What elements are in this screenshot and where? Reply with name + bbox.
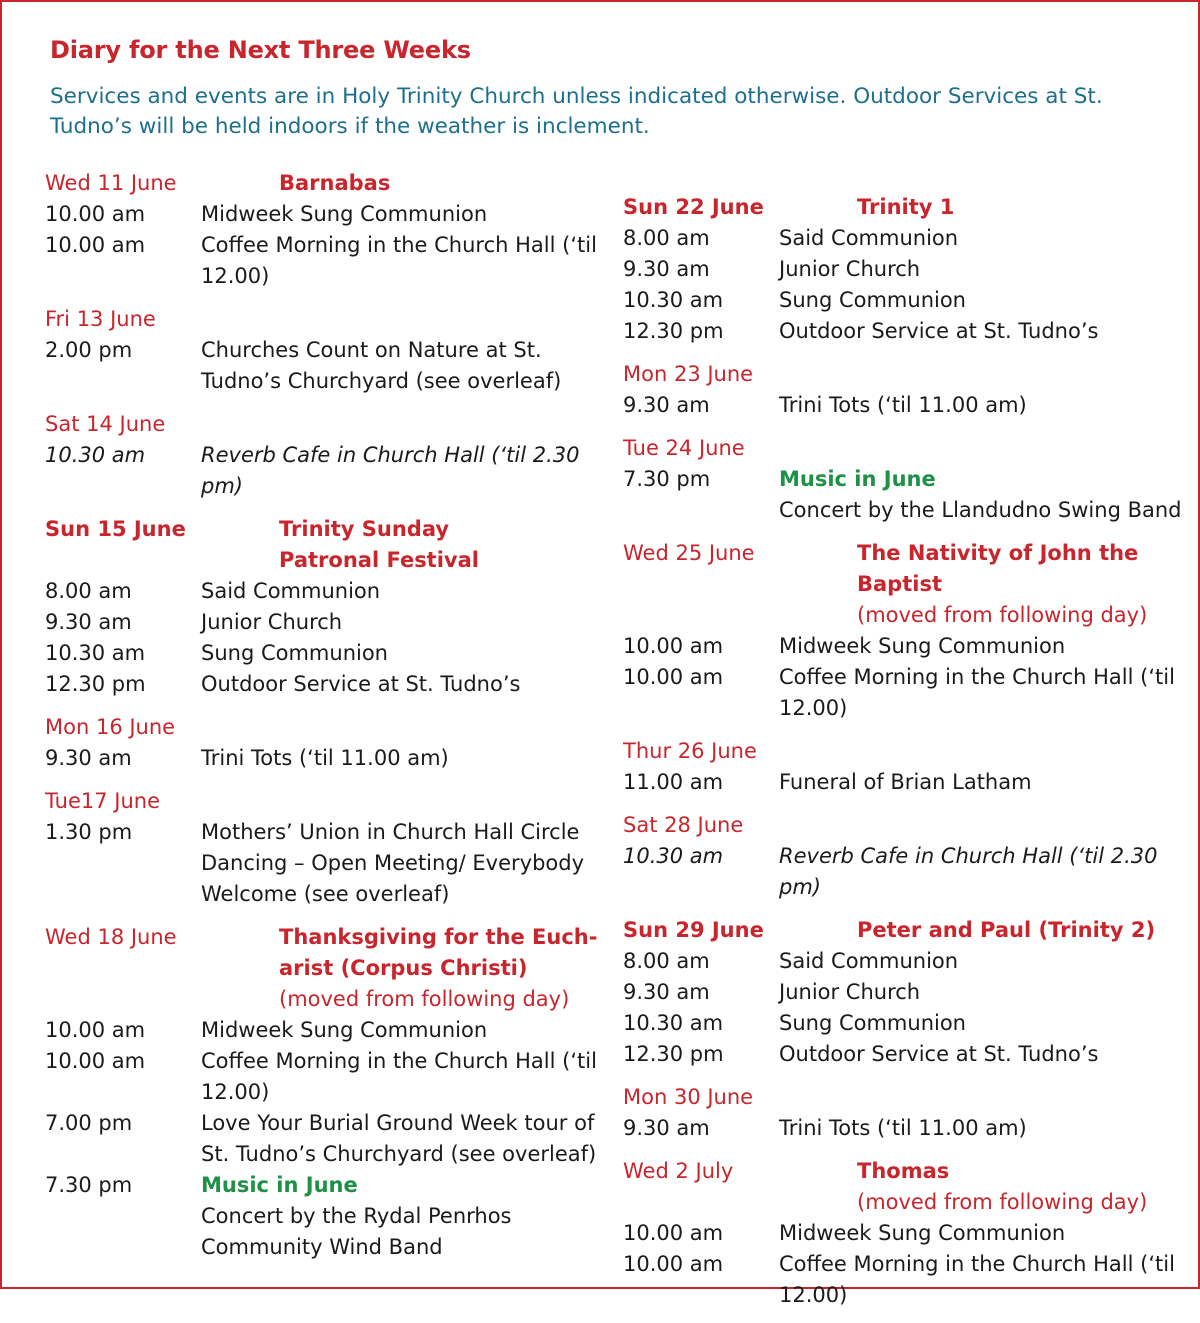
event-row [45,669,605,700]
feast-block [201,304,605,335]
day-header [623,915,1188,946]
event-description [779,285,1188,316]
event-row [623,223,1188,254]
event-row [623,254,1188,285]
event-description [201,669,605,700]
day-header [45,168,605,199]
event-row [45,440,605,502]
day-date: Fri 13 June [45,307,156,331]
event-text: Midweek Sung Communion [201,202,488,226]
event-description [779,1218,1188,1249]
day-header [623,538,1188,631]
music-heading: Music in June [779,467,936,491]
event-text: Sung Communion [201,641,388,665]
event-time: 8.00 am [623,226,710,250]
event-description [201,335,605,397]
event-text: Coffee Morning in the Church Hall (‘til 12.00) [201,1049,597,1104]
day-date: Sat 14 June [45,412,166,436]
event-time: 10.30 am [623,1011,724,1035]
event-text: Trini Tots (‘til 11.00 am) [779,1116,1027,1140]
day-date: Mon 30 June [623,1085,754,1109]
event-row [45,743,605,774]
event-text: Said Communion [201,579,381,603]
event-time: 10.00 am [45,1018,146,1042]
event-row [623,390,1188,421]
day-header [623,433,1188,464]
day-date: Thur 26 June [623,739,757,763]
event-time: 10.00 am [623,1221,724,1245]
event-row [45,817,605,910]
event-time: 10.00 am [623,1252,724,1276]
event-time: 12.30 pm [623,319,724,343]
feast-note: (moved from following day) [279,987,570,1011]
event-description [201,817,605,910]
event-text: Coffee Morning in the Church Hall (‘til 12.00) [779,1252,1175,1307]
day-header [623,192,1188,223]
feast-name: Thomas [857,1159,950,1183]
day-block [623,192,1188,347]
feast-block [201,786,605,817]
event-description [201,1108,605,1170]
event-description [779,1008,1188,1039]
feast-name: Patronal Festival [279,548,479,572]
feast-name: Peter and Paul (Trinity 2) [857,918,1156,942]
event-row [623,464,1188,526]
day-block [45,786,605,910]
feast-block [779,736,1188,767]
event-text: Junior Church [779,980,921,1004]
event-time: 10.00 am [45,233,146,257]
event-row [45,1170,605,1263]
day-date: Sun 22 June [623,195,764,219]
day-date: Mon 16 June [45,715,176,739]
event-description [779,841,1188,903]
event-text: Outdoor Service at St. Tudno’s [779,319,1099,343]
event-text: Trini Tots (‘til 11.00 am) [201,746,449,770]
day-block [623,915,1188,1070]
event-text: Said Communion [779,226,959,250]
feast-name: Trinity 1 [857,195,955,219]
event-row [623,946,1188,977]
event-time: 9.30 am [623,257,710,281]
day-date: Wed 2 July [623,1159,734,1183]
event-row [45,607,605,638]
event-text: Reverb Cafe in Church Hall (‘til 2.30 pm) [779,844,1158,899]
day-block [623,736,1188,798]
feast-name: Thanksgiving for the Euch- [279,925,598,949]
event-time: 12.30 pm [623,1042,724,1066]
event-row [623,1039,1188,1070]
event-row [623,1249,1188,1311]
event-description [779,631,1188,662]
event-time: 7.30 pm [623,467,711,491]
day-header [45,409,605,440]
day-header [45,514,605,576]
event-row [45,335,605,397]
feast-name: Barnabas [279,171,391,195]
event-description [779,1113,1188,1144]
event-time: 11.00 am [623,770,724,794]
event-description [779,946,1188,977]
event-text: Junior Church [779,257,921,281]
feast-block [779,1082,1188,1113]
event-time: 8.00 am [623,949,710,973]
event-time: 10.30 am [623,288,724,312]
event-description [201,1015,605,1046]
day-date: Sun 29 June [623,918,764,942]
day-block [623,1156,1188,1311]
day-block [623,359,1188,421]
day-date: Wed 11 June [45,171,177,195]
day-header [45,922,605,1015]
event-description [201,230,605,292]
day-block [45,168,605,292]
event-row [623,662,1188,724]
day-block [45,304,605,397]
event-row [623,977,1188,1008]
day-header [623,810,1188,841]
feast-name: The Nativity of John the [857,541,1139,565]
feast-block [779,915,1188,946]
feast-block [779,359,1188,390]
event-text: Midweek Sung Communion [201,1018,488,1042]
event-time: 10.00 am [623,634,724,658]
feast-block [201,514,605,576]
event-row [45,1046,605,1108]
event-time: 10.00 am [623,665,724,689]
day-block [623,538,1188,724]
day-block [623,433,1188,526]
day-date: Wed 18 June [45,925,177,949]
feast-block [201,168,605,199]
event-row [45,1015,605,1046]
day-header [623,1156,1188,1218]
event-description [779,254,1188,285]
day-date: Wed 25 June [623,541,755,565]
event-text: Concert by the Rydal Penrhos Community Wind Band [201,1204,512,1259]
event-time: 10.00 am [45,1049,146,1073]
event-row [45,230,605,292]
event-time: 7.30 pm [45,1173,133,1197]
event-row [623,1008,1188,1039]
event-text: Outdoor Service at St. Tudno’s [779,1042,1099,1066]
event-time: 10.30 am [45,641,146,665]
event-text: Junior Church [201,610,343,634]
event-description [201,576,605,607]
event-time: 9.30 am [623,980,710,1004]
event-description [201,1046,605,1108]
event-description [779,1249,1188,1311]
event-row [623,1218,1188,1249]
event-time: 7.00 pm [45,1111,133,1135]
right-column [623,192,1188,1323]
feast-block [779,810,1188,841]
event-description [779,316,1188,347]
event-text: Love Your Burial Ground Week tour of St. Tudno’s Churchyard (see overleaf) [201,1111,597,1166]
event-time: 2.00 pm [45,338,133,362]
day-header [45,712,605,743]
music-heading: Music in June [201,1173,358,1197]
event-row [623,631,1188,662]
event-text: Midweek Sung Communion [779,1221,1066,1245]
event-text: Funeral of Brian Latham [779,770,1032,794]
event-row [45,1108,605,1170]
feast-block [201,712,605,743]
event-description [779,767,1188,798]
event-time: 1.30 pm [45,820,133,844]
event-row [623,841,1188,903]
event-description [201,638,605,669]
event-text: Sung Communion [779,1011,966,1035]
event-time: 9.30 am [623,1116,710,1140]
event-time: 9.30 am [45,746,132,770]
day-block [45,922,605,1263]
event-text: Trini Tots (‘til 11.00 am) [779,393,1027,417]
event-row [45,576,605,607]
event-description [779,390,1188,421]
event-text: Mothers’ Union in Church Hall Circle Dancing – Open Meeting/ Everybody Welcome (see overleaf) [201,820,585,906]
event-description [779,464,1188,526]
event-description [779,977,1188,1008]
event-time: 10.30 am [45,443,146,467]
event-time: 10.30 am [623,844,724,868]
day-date: Sun 15 June [45,517,186,541]
event-text: Said Communion [779,949,959,973]
feast-block [779,433,1188,464]
event-description [779,662,1188,724]
event-time: 9.30 am [623,393,710,417]
day-header [45,786,605,817]
event-row [623,316,1188,347]
event-row [623,767,1188,798]
event-text: Midweek Sung Communion [779,634,1066,658]
event-description [201,607,605,638]
event-time: 10.00 am [45,202,146,226]
page-title: Diary for the Next Three Weeks [50,36,471,64]
feast-block [201,922,605,1015]
day-block [45,409,605,502]
event-text: Sung Communion [779,288,966,312]
event-row [45,638,605,669]
feast-note: (moved from following day) [857,1190,1148,1214]
event-description [779,223,1188,254]
feast-block [779,1156,1188,1218]
event-description [779,1039,1188,1070]
day-block [45,514,605,700]
event-text: Concert by the Llandudno Swing Band [779,498,1182,522]
event-text: Outdoor Service at St. Tudno’s [201,672,521,696]
day-header [623,359,1188,390]
event-description [201,743,605,774]
day-header [623,736,1188,767]
event-row [623,1113,1188,1144]
event-time: 9.30 am [45,610,132,634]
event-row [45,199,605,230]
feast-name: Baptist [857,572,942,596]
day-block [623,810,1188,903]
day-block [45,712,605,774]
event-time: 8.00 am [45,579,132,603]
day-date: Mon 23 June [623,362,754,386]
event-text: Coffee Morning in the Church Hall (‘til 12.00) [779,665,1175,720]
feast-note: (moved from following day) [857,603,1148,627]
event-description [201,199,605,230]
day-date: Tue17 June [45,789,160,813]
feast-block [201,409,605,440]
intro-text: Services and events are in Holy Trinity Church unless indicated otherwise. Outdoor Services at St. Tudno’s will be held indoors if the weather is inclement. [50,84,1103,139]
feast-name: Trinity Sunday [279,517,450,541]
event-text: Churches Count on Nature at St. Tudno’s Churchyard (see overleaf) [201,338,562,393]
feast-name: arist (Corpus Christi) [279,956,528,980]
day-header [45,304,605,335]
feast-block [779,538,1188,631]
day-header [623,1082,1188,1113]
event-row [623,285,1188,316]
day-date: Sat 28 June [623,813,744,837]
event-text: Reverb Cafe in Church Hall (‘til 2.30 pm) [201,443,580,498]
day-block [623,1082,1188,1144]
event-time: 12.30 pm [45,672,146,696]
event-text: Coffee Morning in the Church Hall (‘til 12.00) [201,233,597,288]
event-description [201,1170,605,1263]
feast-block [779,192,1188,223]
event-description [201,440,605,502]
day-date: Tue 24 June [623,436,745,460]
left-column [45,168,605,1275]
